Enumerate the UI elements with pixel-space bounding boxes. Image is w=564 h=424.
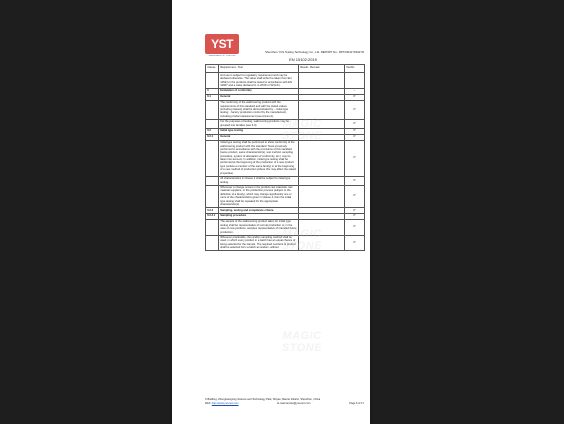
column-header-verdict: Verdict bbox=[345, 65, 365, 73]
verdict-cell: P bbox=[345, 207, 365, 213]
result-cell bbox=[299, 100, 345, 119]
table-row bbox=[206, 235, 365, 251]
result-cell bbox=[299, 176, 345, 185]
clause-cell bbox=[206, 176, 219, 185]
requirement-cell: The conformity of the wallcovering product with the requirements of this standard and with the stated values (including classes) shall be demonstrated by: - initial type testing; - factory production control by the manufacturer, including product assessment (see Annex A). bbox=[219, 100, 299, 119]
logo-text: YST bbox=[211, 37, 233, 51]
watermark: MAGIC STONE bbox=[281, 228, 323, 252]
column-header-requirement: Requirement - Test bbox=[219, 65, 299, 73]
clause-cell: 6 bbox=[206, 88, 219, 94]
table-row bbox=[206, 119, 365, 128]
verdict-cell: – bbox=[345, 88, 365, 94]
requirement-cell: Sampling procedure bbox=[219, 213, 299, 219]
report-page bbox=[172, 0, 370, 424]
verdict-cell: P bbox=[345, 213, 365, 219]
requirement-cell: Sampling, testing and compliance criteria bbox=[219, 207, 299, 213]
footer-web-link[interactable]: http://www.yst-cert.com bbox=[211, 401, 239, 405]
table-row bbox=[206, 176, 365, 185]
clause-cell bbox=[206, 100, 219, 119]
result-cell bbox=[299, 73, 345, 89]
result-cell bbox=[299, 185, 345, 207]
requirement-cell: All characteristics in Clause 4 shall be subject to initial type testing. bbox=[219, 176, 299, 185]
verdict-cell: P bbox=[345, 219, 365, 235]
requirement-cell: Initial type testing shall be performed to show conformity of the wallcovering product with this standard. Tests previously performed in accordance with the provisions of this standard (same product, same characteristic(s), test method, sampling procedure, system of attestation of conformity, etc.) may be taken into account. In addition, initial type testing shall be performed at the beginning of the production of a new product type (unless a member of the same family) or at the beginning of a new method of production (where this may affect the stated properties). bbox=[219, 140, 299, 176]
clause-cell: 6.1 bbox=[206, 94, 219, 100]
requirement-cell: Wherever practicable, the random sampling method shall be used, in which every product in a batch has an equal chance of being selected for the sample. The required numbers of product shall be selected from a batch at random, without bbox=[219, 235, 299, 251]
verdict-cell: P bbox=[345, 140, 365, 176]
clause-cell: 6.2.2.1 bbox=[206, 213, 219, 219]
verdict-cell: P bbox=[345, 94, 365, 100]
requirement-cell: Whenever a change occurs in the product raw materials, raw material suppliers, or the production process (subject to the definition of a family), which may change significantly one or more of the characteristics given in Clause 4, then the initial type testing shall be repeated for the appropriate characteristic(s). bbox=[219, 185, 299, 207]
clause-cell: 6.2.2 bbox=[206, 207, 219, 213]
requirement-cell: The sample of the wallcovering product taken for initial type testing shall be representative of normal production or, in the case of new products, samples representative of intended future production. bbox=[220, 220, 297, 234]
column-header-result: Result - Remark bbox=[299, 65, 345, 73]
verdict-cell: P bbox=[345, 128, 365, 134]
column-header-clause: Clause bbox=[206, 65, 219, 73]
requirement-cell: General bbox=[219, 134, 299, 140]
table-row bbox=[206, 140, 365, 176]
verdict-cell bbox=[345, 73, 365, 89]
footer-page-number: Page 6 of 17 bbox=[349, 401, 364, 405]
clause-cell bbox=[206, 185, 219, 207]
table-row bbox=[206, 73, 365, 89]
result-cell bbox=[299, 219, 345, 235]
requirement-cell: Initial type testing bbox=[219, 128, 299, 134]
clause-cell bbox=[206, 219, 219, 235]
verdict-cell: P bbox=[345, 176, 365, 185]
watermark: MAGIC STONE bbox=[281, 330, 323, 354]
result-cell bbox=[299, 235, 345, 251]
clause-cell bbox=[206, 140, 219, 176]
table-row bbox=[206, 100, 365, 119]
clause-cell bbox=[206, 235, 219, 251]
verdict-cell: P bbox=[345, 119, 365, 128]
clause-cell bbox=[206, 119, 219, 128]
requirement-cell: For the purposes of testing, wallcovering products may be grouped into families (see 6.3). bbox=[219, 119, 299, 128]
table-header-row bbox=[206, 65, 365, 73]
requirement-cell: end use is subject to regulatory requirement and may be declared otherwise. The value shall either be taken from EN 12524 or the products shall be tested in accordance with EN 12667 and a value declared in m·2K/W or W/(mK). bbox=[219, 73, 299, 89]
verdict-cell: P bbox=[345, 134, 365, 140]
page-footer bbox=[205, 398, 364, 405]
result-cell bbox=[299, 119, 345, 128]
verdict-cell: P bbox=[345, 100, 365, 119]
report-header-company: Shenzhen YCS Testing Technology Co., Ltd. REPORT No.: RPT2304170344YR bbox=[265, 50, 364, 54]
watermark: MAGIC STONE bbox=[281, 118, 323, 142]
clause-table bbox=[205, 64, 365, 251]
result-cell bbox=[299, 140, 345, 176]
requirement-cell: General bbox=[219, 94, 299, 100]
footer-address: X Building, ZhongGangxing Science and Technology Park, Shiyan, Bao'an District, Shenzhen, China bbox=[205, 398, 321, 401]
clause-cell: 6.2 bbox=[206, 128, 219, 134]
table-row bbox=[206, 185, 365, 207]
standard-number: EN 15102:2019 bbox=[289, 57, 317, 62]
table-row bbox=[206, 219, 365, 235]
logo-tagline: SHENZHEN YST TESTING bbox=[208, 55, 236, 57]
company-logo bbox=[205, 34, 239, 54]
footer-web-label: Web: bbox=[205, 401, 212, 405]
clause-cell bbox=[206, 73, 219, 89]
requirement-cell: Evaluation of conformity bbox=[219, 88, 299, 94]
clause-cell: 6.2.1 bbox=[206, 134, 219, 140]
footer-email: E-mail:service@yst-cert.com bbox=[277, 401, 311, 405]
verdict-cell: P bbox=[345, 185, 365, 207]
verdict-cell: P bbox=[345, 235, 365, 251]
